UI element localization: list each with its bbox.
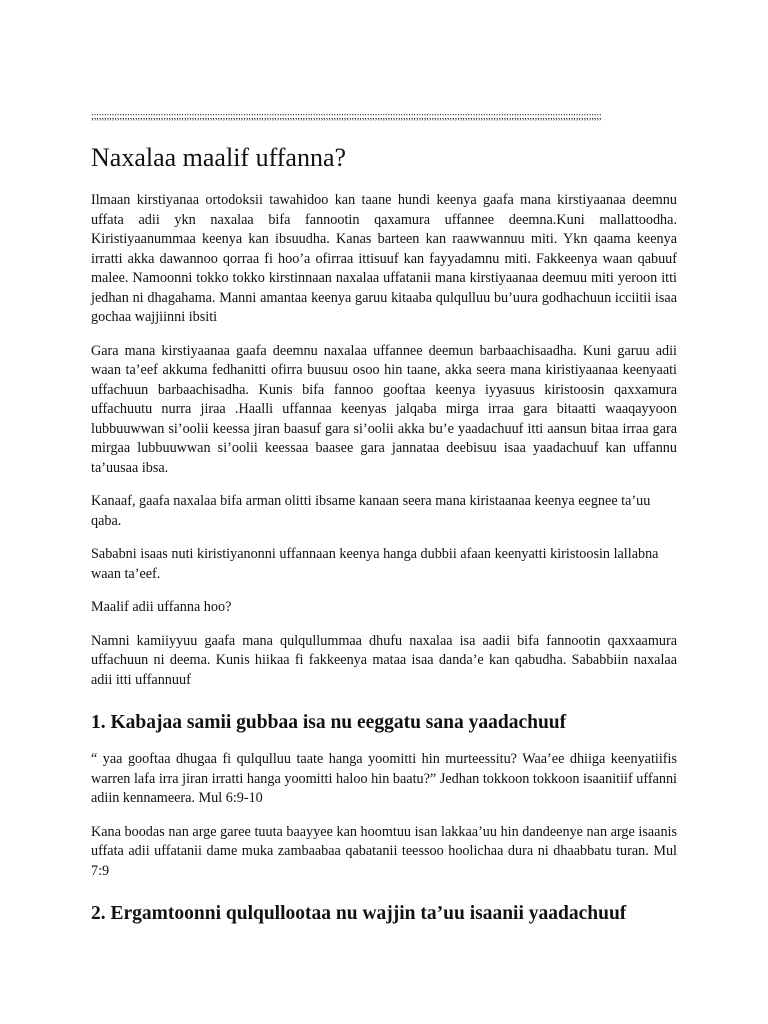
separator-line: ;;;;;;;;;;;;;;;;;;;;;;;;;;;;;;;;;;;;;;;;;;;;;;;;;;;;;;;;;;;;;;;;;;;;;;;;;;;;;;;;;;;;;;;;;;;;;;;;;;;;;;;;;;;;;;;;;;;;;;;;;;;;;;;;;;;;;;;;;;;;;;;;;;;;;;;;;;;;;;;;;;;;;;;;;;;;;;;;;;;;;;;;;;;;;;;;;;;;;; xyxy=(91,111,602,122)
section1-paragraph-quote: “ yaa gooftaa dhugaa fi qulqulluu taate hanga yoomitti hin murteessitu? Waa’ee dhiiga keenyatiifis warren lafa irra jiran irratti hanga yoomitti haloo hin baatu?” Jedhan tokkoon tokkoon isaanitiif uffanni adiin kennameera. Mul 6:9-10 xyxy=(91,751,677,806)
paragraph-white-cloth: Namni kamiiyyuu gaafa mana qulqullummaa dhufu naxalaa isa aadii bifa fannootin qaxxaamura uffachuun ni deema. Kunis hiikaa fi fakkeenya mataa isaa danda’e kan qabudha. Sababbiin naxalaa adii itti uffannuuf xyxy=(91,632,677,688)
section1-paragraph-vision: Kana boodas nan arge garee tuuta baayyee kan hoomtuu isan lakkaa’uu hin dandeenye nan arge isaanis uffata adii uffatanii dame muka zambaabaa qabatanii teessoo hoolichaa dura ni dhaabbatu turan. Mul 7:9 xyxy=(91,823,677,879)
document-body xyxy=(91,110,677,941)
paragraph-therefore: Kanaaf, gaafa naxalaa bifa arman olitti ibsame kanaan seera mana kiristaanaa keenya eegnee ta’uu qaba. xyxy=(91,493,651,529)
section-heading-1: 1. Kabajaa samii gubbaa isa nu eeggatu sana yaadachuuf xyxy=(91,712,567,733)
paragraph-question: Maalif adii uffanna hoo? xyxy=(91,599,232,615)
paragraph-reason: Sababni isaas nuti kiristiyanonni uffannaan keenya hanga dubbii afaan keenyatti kiristoosin lallabna waan ta’eef. xyxy=(91,546,659,582)
page-title: Naxalaa maalif uffanna? xyxy=(91,143,347,172)
paragraph-church-dress: Gara mana kirstiyaanaa gaafa deemnu naxalaa uffannee deemun barbaachisaadha. Kuni garuu adii waan ta’eef akkuma fedhanitti ofirra buusuu osoo hin taane, akka seera mana kiristiyaanaa keenyaati uffachuun barbaachisadha. Kunis bifa fannoo gooftaa keenya iyyasuus kiristoosin qaxxamura uffachuutu nurra jiraa .Haalli uffannaa keenyas jalqaba mirga irraa gara bitaatti waaqayyoon lubbuuwwan si’oolii keessa jiran baasuf gara si’oolii akka bu’e yaadachuuf itti aansun bitaa irraa gara mirgaa lubbuuwwan si’oolii keessaa baasee gara jannataa deebisuu isaa yaadachuuf kan uffannu ta’uusaa ibsa. xyxy=(91,342,677,476)
paragraph-intro: Ilmaan kirstiyanaa ortodoksii tawahidoo kan taane hundi keenya gaafa mana kirstiyaanaa deemnu uffata adii ykn naxalaa bifa fannootin qaxamura uffannee deemna.Kuni mallattoodha. Kiristiyaanummaa keenya kan ibsuudha. Kanas barteen kan raawwannuu miti. Ykn qaama keenya irratti akka dawannoo qorraa fi hoo’a ofirraa ittisuuf kan fayyadamnu miti. Fakkeenya waan qabuuf malee. Namoonni tokko tokko kirstinnaan naxalaa uffatanii mana kirstiyaanaa deemuu miti yeroon itti jedhan ni dhagahama. Manni amantaa keenya garuu kitaaba qulqulluu bu’uura godhachuun icciitii isaa gochaa wajjiinni ibsiti xyxy=(91,192,677,325)
section-heading-2: 2. Ergamtoonni qulqullootaa nu wajjin ta’uu isaanii yaadachuuf xyxy=(91,903,627,924)
